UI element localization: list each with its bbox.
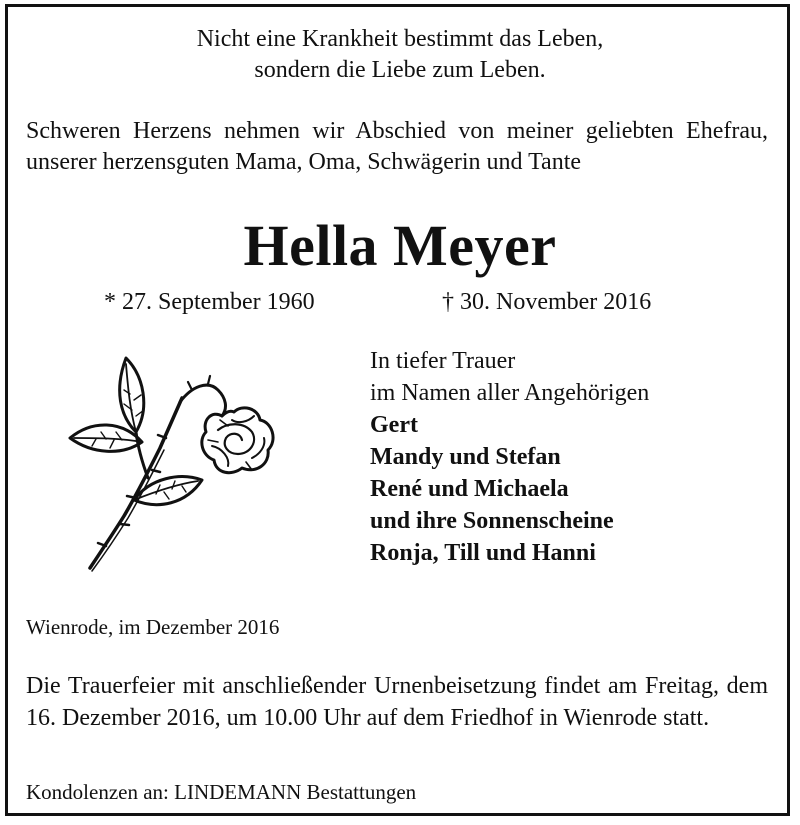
birth-date: * 27. September 1960 (104, 289, 315, 315)
mourner-name: Ronja, Till und Hanni (370, 540, 596, 566)
intro-text: Schweren Herzens nehmen wir Abschied von meiner geliebten Ehefrau, unserer herzensguten Mama, Oma, Schwägerin und Tante (26, 118, 768, 175)
motto-quote (0, 24, 800, 86)
death-date: † 30. November 2016 (442, 289, 652, 315)
service-info: Die Trauerfeier mit anschließender Urnenbeisetzung findet am Freitag, dem 16. Dezember 2016, um 10.00 Uhr auf dem Friedhof in Wienrode statt. (26, 673, 768, 731)
mourner-names (370, 409, 649, 569)
mourner-name: und ihre Sonnenscheine (370, 508, 614, 534)
rose-icon (62, 350, 292, 580)
mourners-block (370, 345, 649, 569)
motto-line-2: sondern die Liebe zum Leben. (254, 57, 546, 83)
mourner-name: Mandy und Stefan (370, 444, 561, 470)
place-date: Wienrode, im Dezember 2016 (26, 615, 280, 639)
mourner-name: Gert (370, 412, 418, 438)
mourners-line-2: im Namen aller Angehörigen (370, 380, 650, 406)
mourners-line-1: In tiefer Trauer (370, 348, 516, 374)
condolences-note: Kondolenzen an: LINDEMANN Bestattungen (26, 780, 417, 804)
mourner-name: René und Michaela (370, 476, 569, 502)
deceased-name: Hella Meyer (243, 213, 557, 278)
motto-line-1: Nicht eine Krankheit bestimmt das Leben, (196, 26, 604, 52)
